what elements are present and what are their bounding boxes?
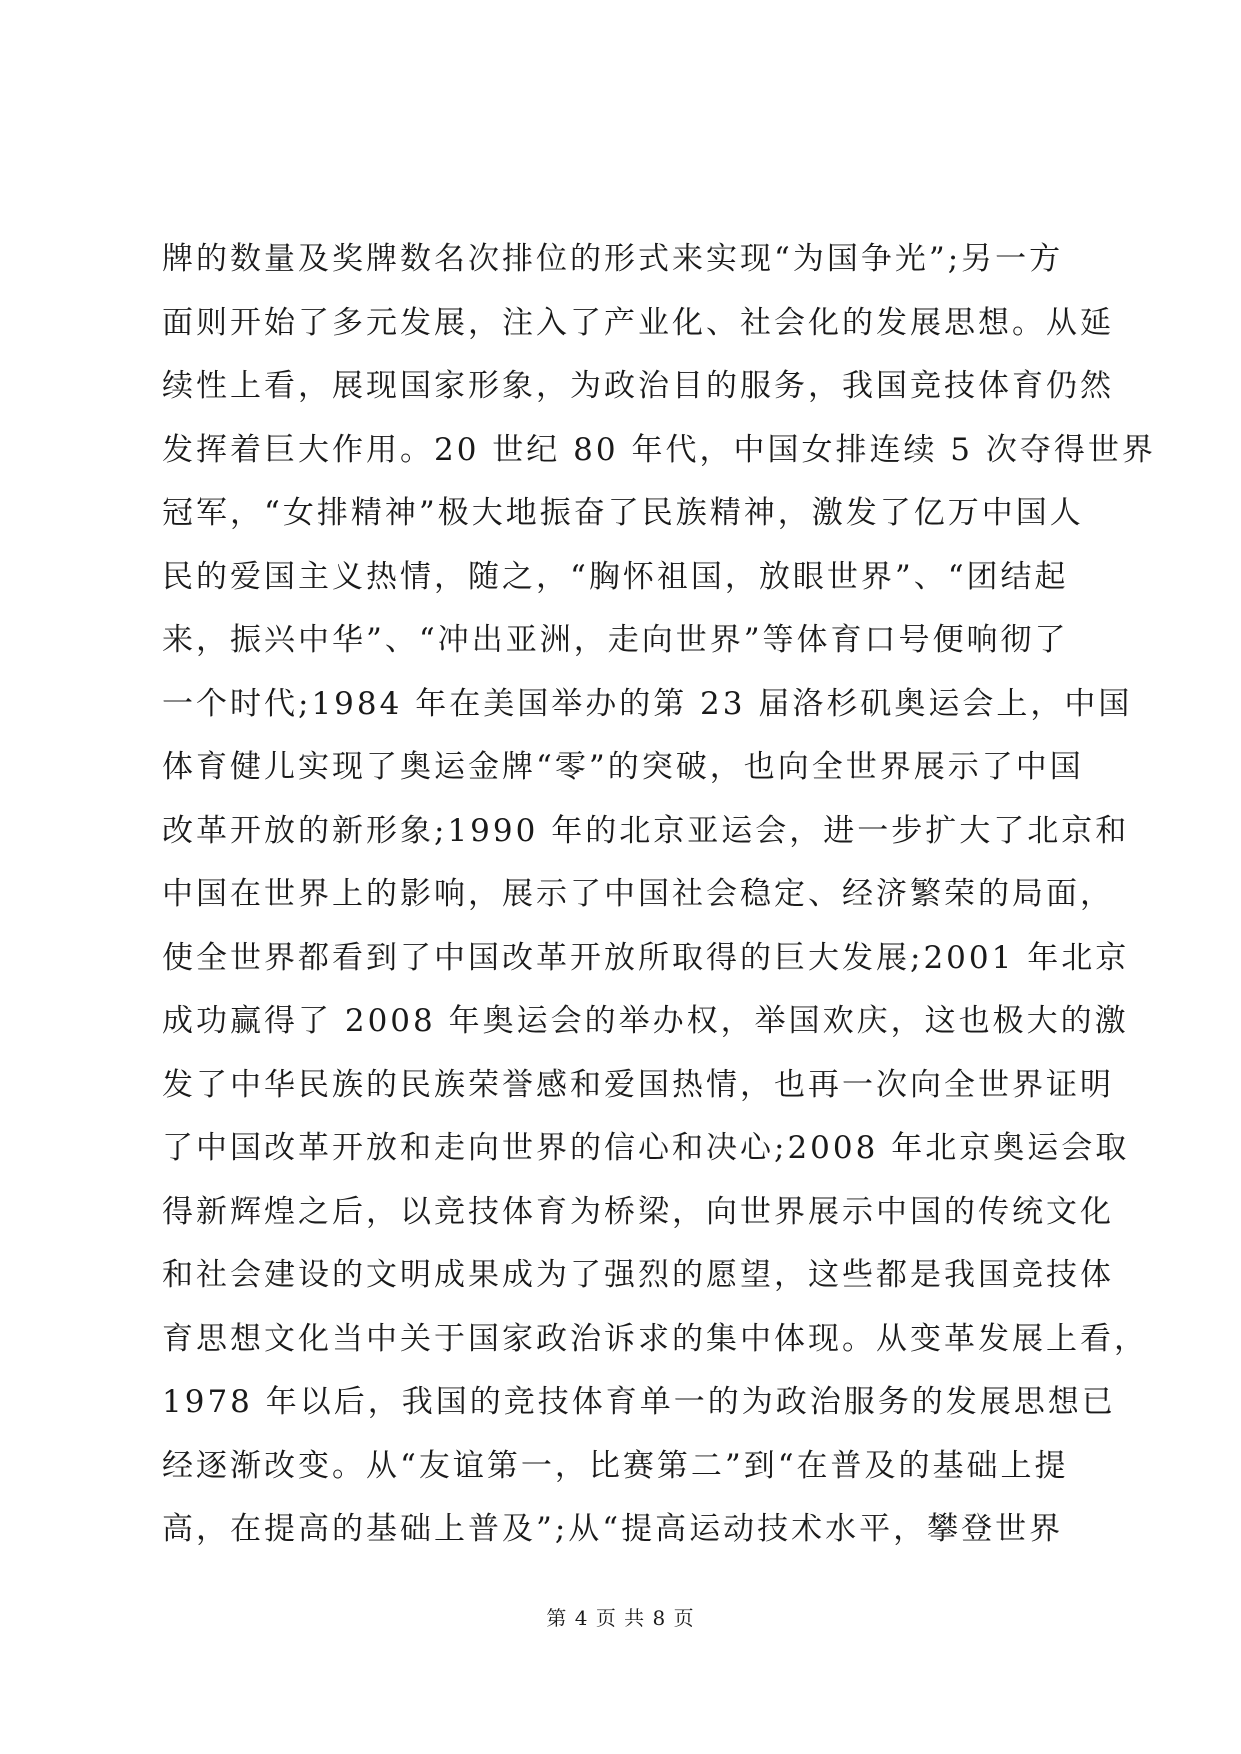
text-line: 来，振兴中华”、“冲出亚洲，走向世界”等体育口号便响彻了	[162, 622, 1069, 658]
text-line: 体育健儿实现了奥运金牌“零”的突破，也向全世界展示了中国	[162, 749, 1084, 785]
text-line: 面则开始了多元发展，注入了产业化、社会化的发展思想。从延	[162, 304, 1114, 341]
text-line: 冠军，“女排精神”极大地振奋了民族精神，激发了亿万中国人	[162, 495, 1084, 531]
body-text	[162, 228, 1156, 1562]
text-line: 发了中华民族的民族荣誉感和爱国热情，也再一次向全世界证明	[162, 1066, 1114, 1103]
text-line: 使全世界都看到了中国改革开放所取得的巨大发展;2001 年北京	[162, 939, 1130, 976]
text-line: 了中国改革开放和走向世界的信心和决心;2008 年北京奥运会取	[162, 1130, 1130, 1166]
text-line: 高，在提高的基础上普及”;从“提高运动技术水平，攀登世界	[162, 1511, 1064, 1547]
text-line: 发挥着巨大作用。20 世纪 80 年代，中国女排连续 5 次夺得世界	[162, 431, 1156, 468]
text-line: 一个时代;1984 年在美国举办的第 23 届洛杉矶奥运会上，中国	[162, 685, 1133, 722]
text-line: 民的爱国主义热情，随之，“胸怀祖国，放眼世界”、“团结起	[162, 558, 1069, 595]
text-line: 牌的数量及奖牌数名次排位的形式来实现“为国争光”;另一方	[162, 241, 1064, 277]
text-line: 成功赢得了 2008 年奥运会的举办权，举国欢庆，这也极大的激	[162, 1003, 1129, 1039]
text-line: 1978 年以后，我国的竞技体育单一的为政治服务的发展思想已	[162, 1384, 1116, 1420]
text-line: 经逐渐改变。从“友谊第一，比赛第二”到“在普及的基础上提	[162, 1447, 1069, 1484]
text-line: 和社会建设的文明成果成为了强烈的愿望，这些都是我国竞技体	[162, 1257, 1114, 1293]
text-line: 续性上看，展现国家形象，为政治目的服务，我国竞技体育仍然	[162, 368, 1114, 404]
page-number-footer: 第 4 页 共 8 页	[546, 1606, 695, 1630]
text-line: 中国在世界上的影响，展示了中国社会稳定、经济繁荣的局面，	[162, 876, 1114, 912]
text-line: 改革开放的新形象;1990 年的北京亚运会，进一步扩大了北京和	[162, 812, 1130, 849]
text-line: 育思想文化当中关于国家政治诉求的集中体现。从变革发展上看，	[162, 1320, 1148, 1357]
text-line: 得新辉煌之后，以竞技体育为桥梁，向世界展示中国的传统文化	[162, 1193, 1114, 1230]
